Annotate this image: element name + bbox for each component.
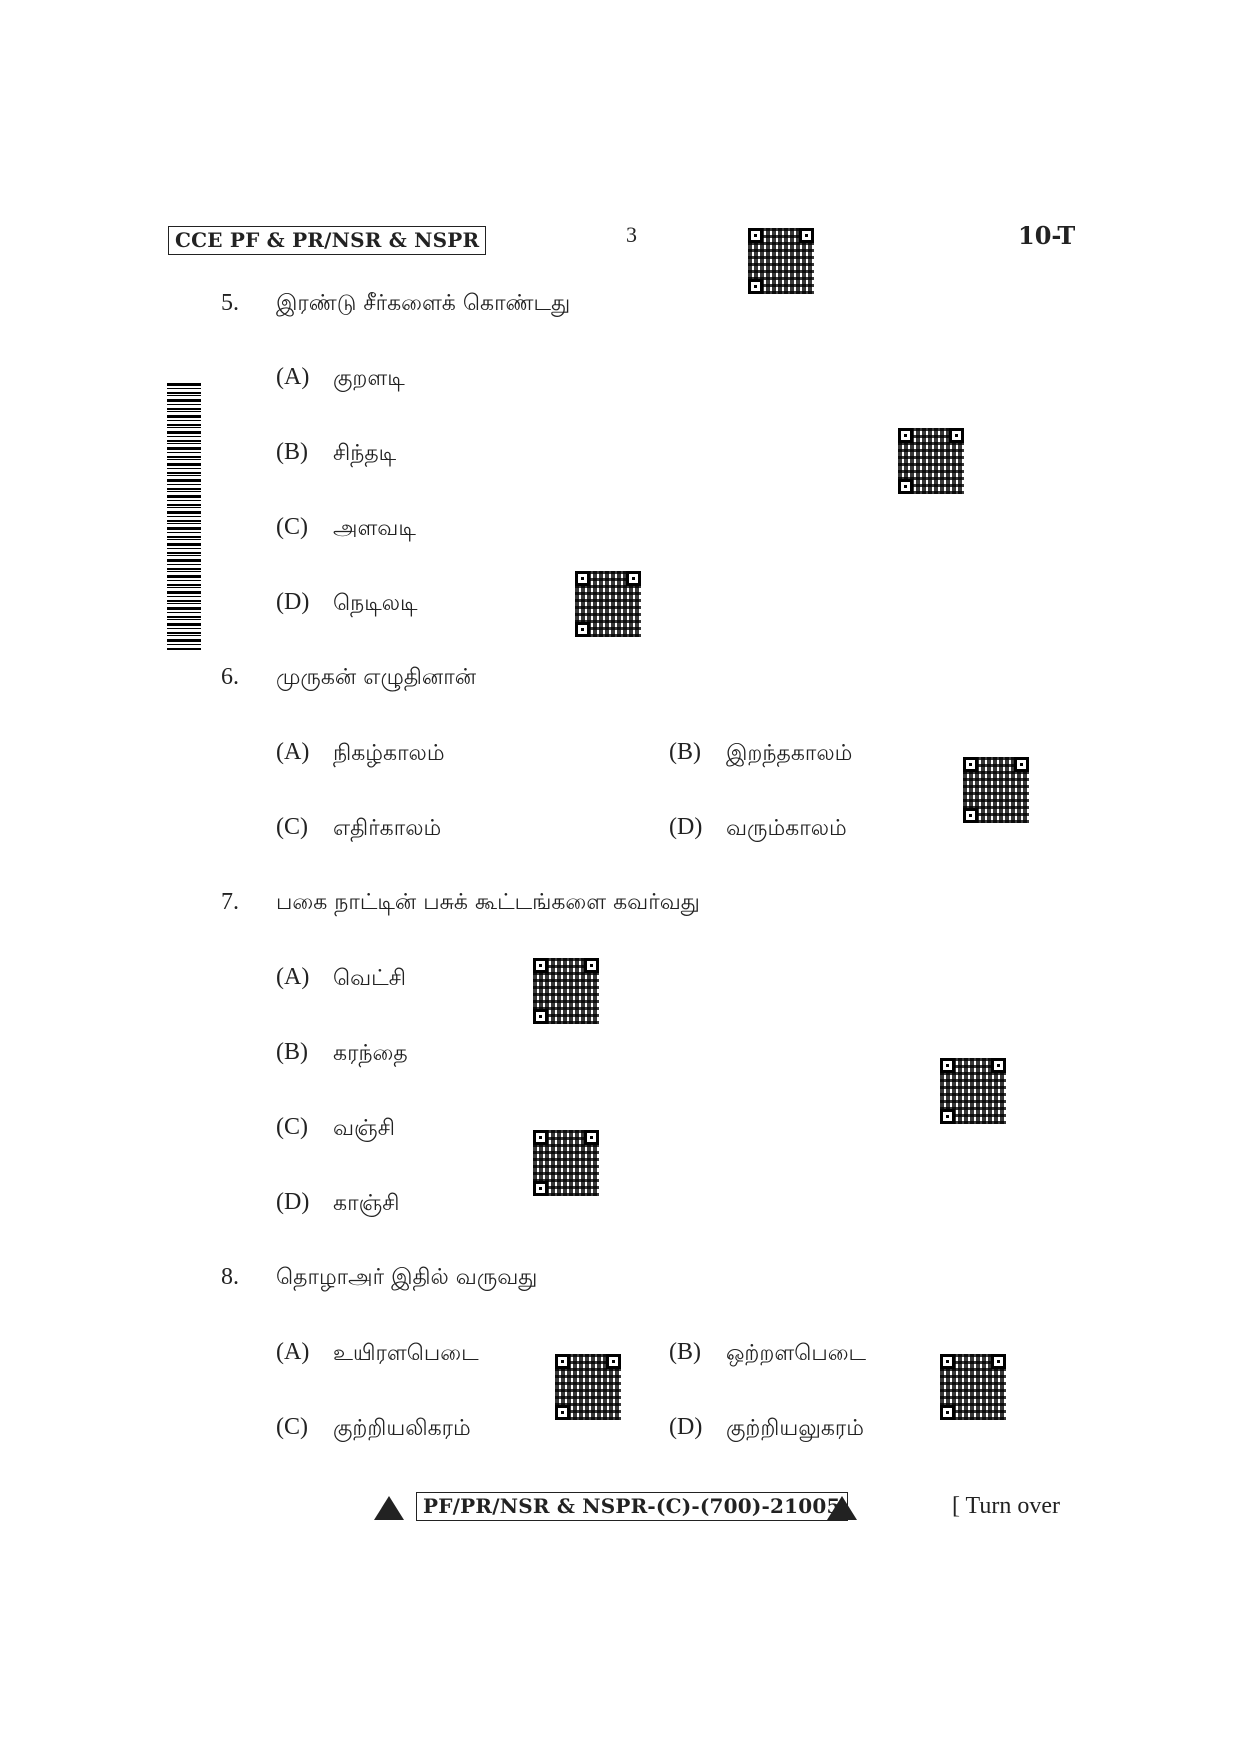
option-label: (B) (276, 1039, 308, 1065)
option-text[interactable]: நிகழ்காலம் (333, 741, 445, 766)
option-text[interactable]: அளவடி (333, 516, 416, 541)
triangle-marker-icon (374, 1496, 404, 1520)
option-label: (C) (276, 814, 308, 840)
question-text: பகை நாட்டின் பசுக் கூட்டங்களை கவர்வது (276, 890, 700, 915)
qr-code-icon (533, 1130, 599, 1196)
option-label: (D) (669, 1414, 703, 1440)
footer-paper-code: PF/PR/NSR & NSPR-(C)-(700)-21005 (416, 1492, 848, 1521)
option-text[interactable]: எதிர்காலம் (333, 816, 442, 841)
question-number: 6. (221, 664, 239, 690)
header-exam-code: CCE PF & PR/NSR & NSPR (168, 226, 486, 255)
option-label: (D) (276, 589, 310, 615)
option-label: (A) (276, 964, 310, 990)
option-label: (A) (276, 1339, 310, 1365)
option-label: (C) (276, 1414, 308, 1440)
qr-code-icon (963, 757, 1029, 823)
qr-code-icon (748, 228, 814, 294)
option-text[interactable]: குற்றியலுகரம் (726, 1416, 864, 1441)
option-text[interactable]: வஞ்சி (333, 1116, 395, 1141)
triangle-marker-icon (827, 1496, 857, 1520)
question-number: 5. (221, 290, 239, 316)
qr-code-icon (533, 958, 599, 1024)
option-text[interactable]: சிந்தடி (333, 441, 397, 466)
option-label: (C) (276, 514, 308, 540)
option-text[interactable]: உயிரளபெடை (333, 1341, 479, 1366)
qr-code-icon (555, 1354, 621, 1420)
option-label: (D) (669, 814, 703, 840)
question-number: 8. (221, 1264, 239, 1290)
question-text: இரண்டு சீர்களைக் கொண்டது (276, 291, 571, 316)
option-text[interactable]: காஞ்சி (333, 1191, 400, 1216)
qr-code-icon (898, 428, 964, 494)
qr-code-icon (575, 571, 641, 637)
option-text[interactable]: இறந்தகாலம் (726, 741, 853, 766)
option-label: (B) (276, 439, 308, 465)
option-text[interactable]: ஒற்றளபெடை (726, 1341, 867, 1366)
option-text[interactable]: வரும்காலம் (726, 816, 847, 841)
barcode-icon (167, 383, 201, 651)
option-label: (A) (276, 364, 310, 390)
option-text[interactable]: குறளடி (333, 366, 405, 391)
question-number: 7. (221, 889, 239, 915)
question-text: தொழாஅர் இதில் வருவது (276, 1265, 538, 1290)
option-label: (D) (276, 1189, 310, 1215)
paper-code: 10-T (1018, 221, 1076, 250)
page-number: 3 (626, 222, 637, 247)
option-text[interactable]: கரந்தை (333, 1041, 408, 1066)
option-label: (A) (276, 739, 310, 765)
question-text: முருகன் எழுதினான் (276, 665, 477, 690)
turn-over-text: [ Turn over (952, 1493, 1061, 1519)
option-text[interactable]: குற்றியலிகரம் (333, 1416, 471, 1441)
option-label: (C) (276, 1114, 308, 1140)
qr-code-icon (940, 1354, 1006, 1420)
qr-code-icon (940, 1058, 1006, 1124)
option-label: (B) (669, 1339, 701, 1365)
option-label: (B) (669, 739, 701, 765)
option-text[interactable]: வெட்சி (333, 966, 406, 991)
option-text[interactable]: நெடிலடி (333, 591, 418, 616)
